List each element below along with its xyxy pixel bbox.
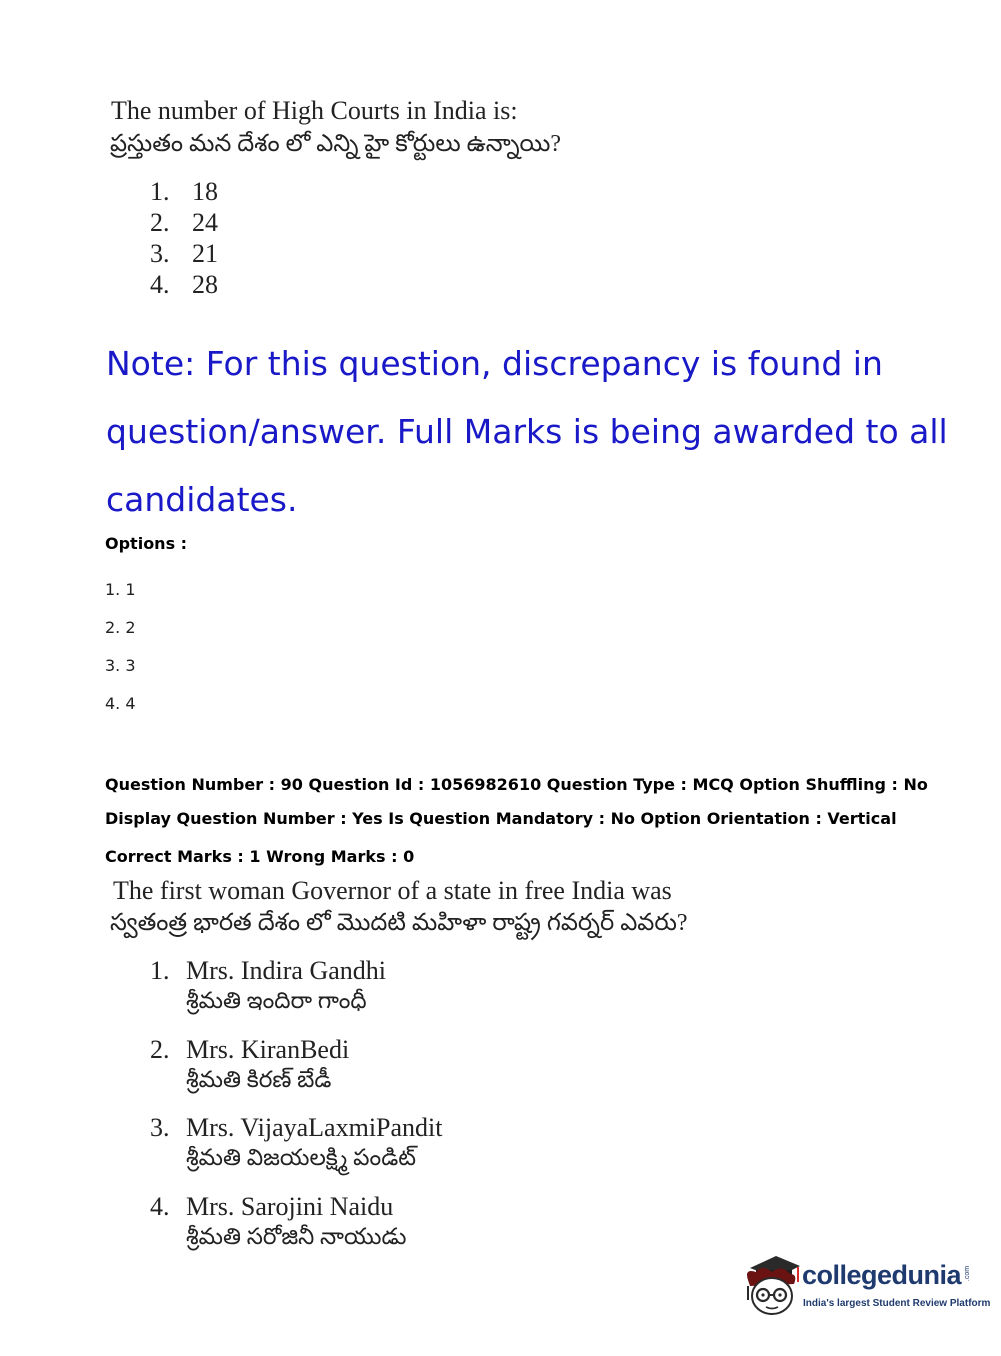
list-item	[150, 1192, 406, 1256]
logo-suffix: .com	[964, 1265, 972, 1282]
discrepancy-note: Note: For this question, discrepancy is found in question/answer. Full Marks is being awarded to all candidates.	[106, 344, 948, 519]
question-2-telugu: స్వతంత్ర భారత దేశం లో మొదటి మహిళా రాష్ట్ర గవర్నర్ ఎవరు?	[110, 910, 688, 936]
meta-line-3: Correct Marks : 1 Wrong Marks : 0	[105, 847, 415, 866]
list-item	[150, 956, 386, 1020]
list-item	[150, 1035, 349, 1099]
option-text: 21	[192, 239, 218, 268]
question-1-english: The number of High Courts in India is:	[111, 96, 518, 125]
option-telugu: శ్రీమతి కిరణ్ బేడీ	[186, 1067, 332, 1092]
option-english: Mrs. KiranBedi	[186, 1035, 350, 1064]
option-number: 3.	[150, 239, 170, 268]
option-number: 1.	[150, 177, 170, 206]
question-1-options	[150, 176, 218, 300]
collegedunia-logo	[742, 1250, 991, 1320]
option-number: 4.	[150, 1192, 170, 1221]
question-meta	[105, 768, 928, 874]
list-item	[150, 1113, 442, 1177]
mascot-icon	[742, 1250, 802, 1320]
list-item: 1. 1	[105, 580, 136, 599]
option-english: Mrs. VijayaLaxmiPandit	[186, 1113, 443, 1142]
options-label: Options :	[105, 534, 188, 553]
options-list	[105, 571, 136, 723]
list-item	[150, 207, 218, 238]
option-number: 4.	[150, 270, 170, 299]
option-telugu: శ్రీమతి విజయలక్ష్మి పండిట్	[186, 1145, 416, 1170]
list-item	[150, 238, 218, 269]
meta-line-2: Display Question Number : Yes Is Question Mandatory : No Option Orientation : Vertical	[105, 809, 897, 828]
list-item	[150, 176, 218, 207]
option-telugu: శ్రీమతి సరోజినీ నాయుడు	[186, 1224, 407, 1249]
option-text: 24	[192, 208, 218, 237]
option-telugu: శ్రీమతి ఇందిరా గాంధీ	[186, 988, 367, 1013]
option-english: Mrs. Indira Gandhi	[186, 956, 387, 985]
list-item: 2. 2	[105, 618, 136, 637]
question-1-telugu: ప్రస్తుతం మన దేశం లో ఎన్ని హై కోర్టులు ఉన్నాయి?	[110, 131, 562, 157]
logo-tagline: India's largest Student Review Platform	[803, 1298, 991, 1309]
option-text: 28	[192, 270, 218, 299]
list-item	[150, 269, 218, 300]
meta-line-1: Question Number : 90 Question Id : 1056982610 Question Type : MCQ Option Shuffling : No	[105, 775, 928, 794]
list-item: 4. 4	[105, 694, 136, 713]
option-number: 2.	[150, 1035, 170, 1064]
option-text: 18	[192, 177, 218, 206]
option-number: 1.	[150, 956, 170, 985]
question-2-english: The first woman Governor of a state in free India was	[113, 876, 672, 905]
option-number: 3.	[150, 1113, 170, 1142]
logo-name: collegedunia	[802, 1260, 962, 1290]
list-item: 3. 3	[105, 656, 136, 675]
option-english: Mrs. Sarojini Naidu	[186, 1192, 394, 1221]
option-number: 2.	[150, 208, 170, 237]
